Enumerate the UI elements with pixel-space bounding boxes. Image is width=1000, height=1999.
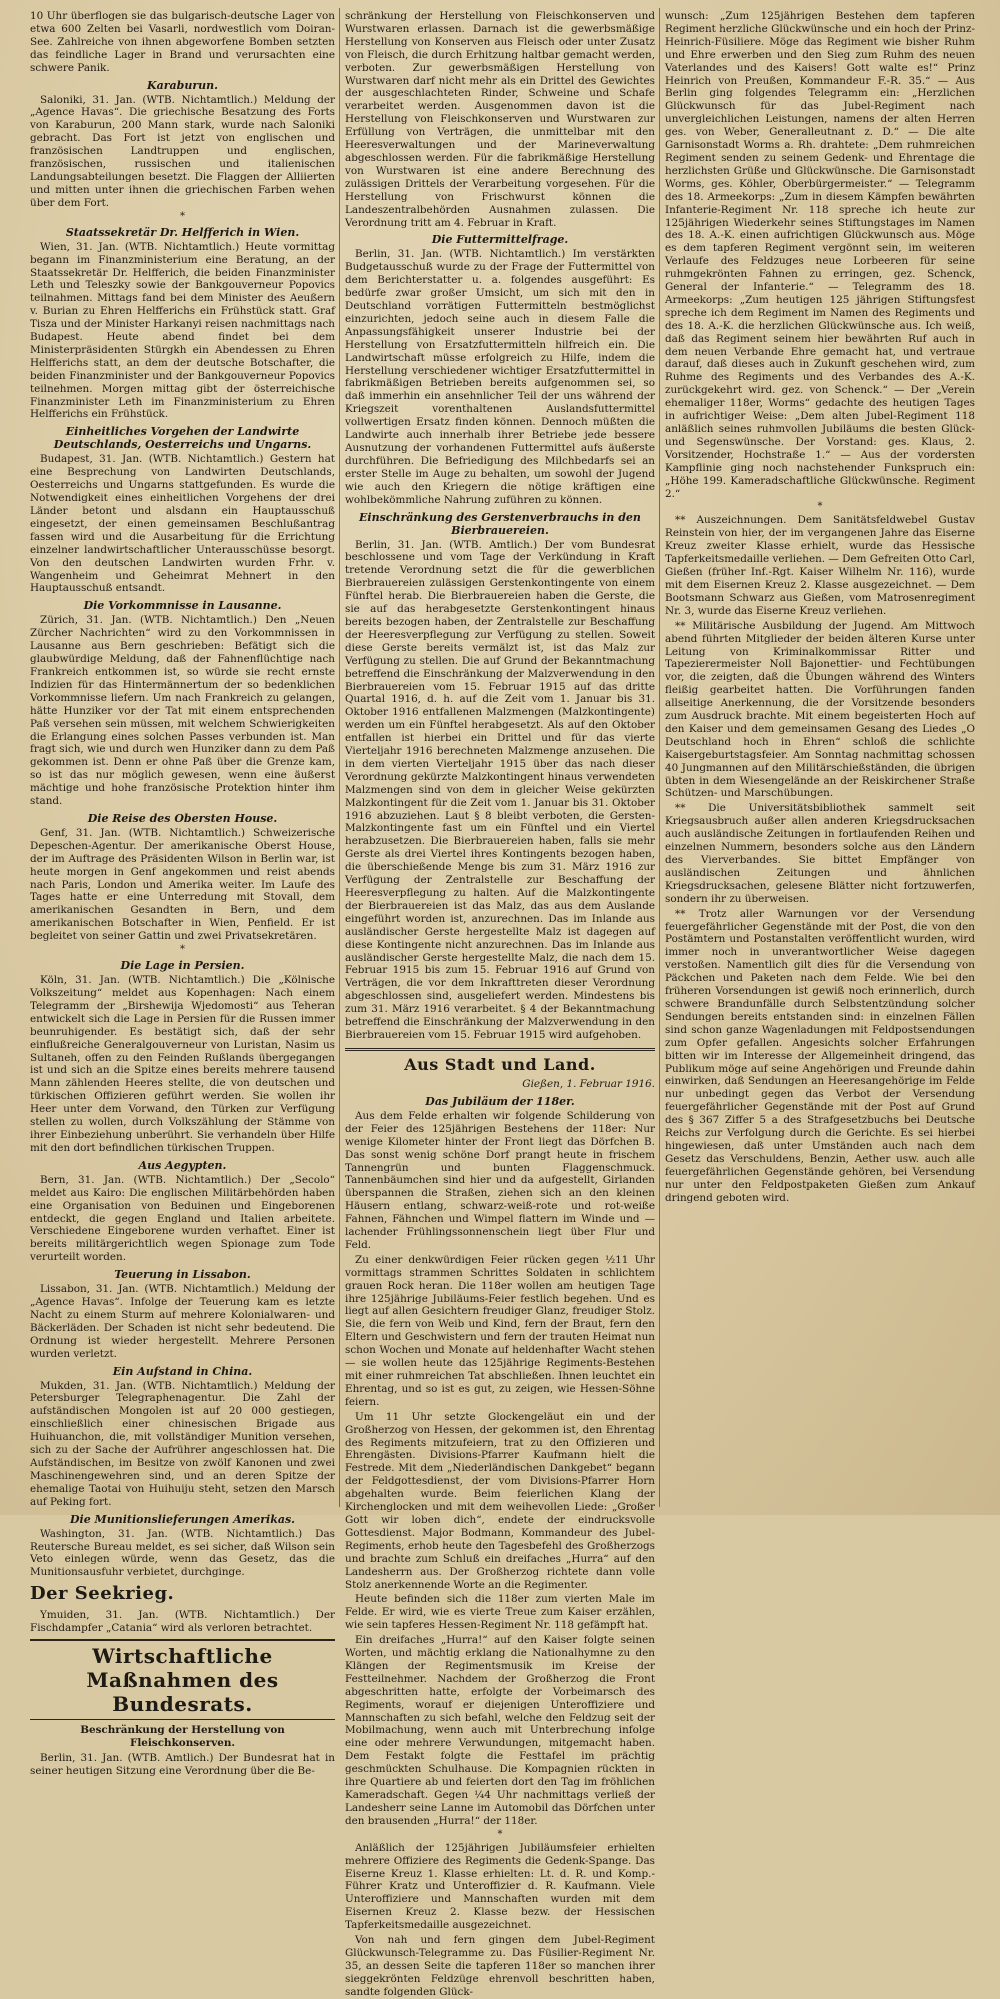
separator-star: * xyxy=(817,501,823,513)
article-headline: Die Futtermittelfrage. xyxy=(431,233,569,247)
dateline: Gießen, 1. Februar 1916. xyxy=(522,1077,655,1090)
article-text: 10 Uhr überflogen sie das bulgarisch-deutsche Lager von etwa 600 Zelten bei Vasarli, nordwestlich vom Doiran-See. Zahlreiche von ihnen abgeworfene Bomben setzten das feindliche Lager in Brand und verursachten eine schwere Panik. xyxy=(30,10,335,74)
article-headline: Ein Aufstand in China. xyxy=(112,1364,253,1378)
article-headline: Die Vorkommnisse in Lausanne. xyxy=(83,599,282,613)
article-text: Bern, 31. Jan. (WTB. Nichtamtlich.) Der „Secolo“ meldet aus Kairo: Die englischen Militärbehörden haben eine Organisation von Beduinen und Eingeborenen entdeckt, die gegen England und Italien arbeitete. Verschiedene Eingeborene wurden verhaftet. Einer ist bereits militärgerichtlich wegen Spionage zum Tode verurteilt worden. xyxy=(30,1173,335,1264)
article-text: Anläßlich der 125jährigen Jubiläumsfeier erhielten mehrere Offiziere des Regiments die Gedenk-Spange. Das Eiserne Kreuz 1. Klasse erhielten: Lt. d. R. und Komp.-Führer Kratz und Unteroffizier d. R. Kaufmann. Viele Unteroffiziere und Mannschaften wurden mit dem Eisernen Kreuz 2. Klasse bezw. der Hessischen Tapferkeitsmedaille ausgezeichnet. xyxy=(345,1841,655,1932)
article-headline: Karaburun. xyxy=(147,78,218,92)
section-headline: Der Seekrieg. xyxy=(30,1583,175,1605)
article-text: Heute befinden sich die 118er zum vierten Male im Felde. Er wird, wie es vierte Treue zum Kaiser erzählen, wie sein tapferes Hessen-Regiment Nr. 118 gefämpft hat. xyxy=(345,1593,655,1632)
article-text: Genf, 31. Jan. (WTB. Nichtamtlich.) Schweizerische Depeschen-Agentur. Der amerikanische Oberst House, der im Auftrage des Präsidenten Wilson in Berlin war, ist heute morgen in Genf angekommen und reist abends nach Paris, London und Amerika weiter. Im Laufe des Tages hatte er eine Unterredung mit Stovall, dem amerikanischen Gesandten in Bern, und dem amerikanischen Botschafter in Wien, Penfield. Er ist begleitet von seiner Gattin und zwei Privatsekretären. xyxy=(30,826,335,943)
article-text: Lissabon, 31. Jan. (WTB. Nichtamtlich.) Meldung der „Agence Havas“. Infolge der Teuerung kam es letzte Nacht zu einem Sturm auf mehrere Kolonialwaren- und Bäckerläden. Der Schaden ist nicht sehr bedeutend. Die Ordnung ist wieder hergestellt. Mehrere Personen wurden verletzt. xyxy=(30,1283,335,1360)
column-right xyxy=(665,10,975,1509)
article-text: wunsch: „Zum 125jährigen Bestehen dem tapferen Regiment herzliche Glückwünsche und ein hoch der Prinz-Heinrich-Füsiliere. Möge das Regiment wie bisher Ruhm und Ehre erwerben und den Sieg zum Ruhm des neuen Vaterlandes und des Kaisers! Gott walte es!“ Prinz Heinrich von Preußen, Kommandeur F.-R. 35.“ — Aus Berlin ging folgendes Telegramm ein: „Herzlichen Glückwunsch für das Jubel-Regiment nach unvergleichlichen Leistungen, namens der alten Herren ges. von Weber, Generalleutnant z. D.“ — Die alte Garnisonstadt Worms a. Rh. drahtete: „Dem ruhmreichen Regiment senden zu seinem Gedenk- und Ehrentage die herzlichsten Grüße und Glückwünsche. Die Garnisonstadt Worms, ges. Köhler, Oberbürgermeister.“ — Telegramm des 18. Armeekorps: „Zum in diesem Kämpfen bewährten Infanterie-Regiment Nr. 118 spreche ich heute zur 125jährigen Wiederkehr seines Stiftungstages im Namen des 18. A.-K. einen aufrichtigen Glückwunsch aus. Möge es dem tapferen Regiment vergönnt sein, im weiteren Verlaufe des Feldzuges neue Lorbeeren für seine ruhmgekrönten Fahnen zu erringen, gez. Schenck, General der Infanterie.“ — Telegramm des 18. Armeekorps: „Zum heutigen 125 jährigen Stiftungsfest spreche ich dem Regiment im Namen des Regiments und des 18. A.-K. die herzlichen Glückwünsche aus. Ich weiß, daß das Regiment seinem hier bewährten Ruf auch in dem neuen Verbande Ehre gemacht hat, und vertraue darauf, daß dieses auch in Zukunft geschehen wird, zum Ruhme des Regiments und des Verbandes des A.-K. zurückgekehrt wird. gez. von Schenck.“ — Der „Verein ehemaliger 118er, Worms“ gedachte des heutigen Tages in aufrichtiger Weise: „Dem alten Jubel-Regiment 118 anläßlich seines ruhmvollen Jubiläums die besten Glück- und Segenswünsche. Der Vorstand: ges. Klaus, 2. Vorsitzender, Hochstraße 1.“ — Aus der vordersten Kampflinie ging noch nachstehender Funkspruch ein: „Höhe 199. Kameradschaftliche Glückwünsche. Regiment 2.“ xyxy=(665,10,975,500)
article-text: Saloniki, 31. Jan. (WTB. Nichtamtlich.) Meldung der „Agence Havas“. Die griechische Besatzung des Forts von Karaburun, 200 Mann stark, wurde nach Saloniki gebracht. Das Fort ist jetzt von englischen und französischen Landtruppen und englischen, französischen, russischen und italienischen Landungsabteilungen besetzt. Die Flaggen der Alliierten und mitten unter ihnen die griechischen Farben wehen über dem Fort. xyxy=(30,93,335,209)
article-text: ** Militärische Ausbildung der Jugend. Am Mittwoch abend führten Mitglieder der beiden älteren Kurse unter Leitung von Kriminalkommissar Ritter und Tapezierermeister Noll Bajonettier- und Fechtübungen vor, die zeigten, daß die Übungen während des Winters fleißig gearbeitet hatten. Die Vorführungen fanden allseitige Anerkennung, die der Vorsitzende besonders zum Ausdruck brachte. Mit einem begeisterten Hoch auf den Kaiser und dem gemeinsamen Gesang des Liedes „O Deutschland hoch in Ehren“ schloß die schlichte Kaisergeburtstagsfeier. Am Sonntag nachmittag schossen 40 Jungmannen auf den Militärschießständen, die übrigen übten in dem Wiesengelände an der Reiskirchener Straße Schützen- und Marschübungen. xyxy=(665,619,975,800)
article-text: Von nah und fern gingen dem Jubel-Regiment Glückwunsch-Telegramme zu. Das Füsilier-Regiment Nr. 35, an dessen Seite die tapferen 118er so manchen ihrer sieggekrönten Feldzüge ehrenvoll beschritten haben, sandte folgenden Glück- xyxy=(345,1934,655,1998)
section-headline: Wirtschaftliche Maßnahmen des Bundesrats. xyxy=(30,1639,335,1720)
article-subheadline: Beschränkung der Herstellung von Fleischkonserven. xyxy=(80,1724,285,1750)
article-headline: Einschränkung des Gerstenverbrauchs in den Bierbrauereien. xyxy=(359,510,641,537)
column-middle xyxy=(345,10,655,1998)
article-text: Köln, 31. Jan. (WTB. Nichtamtlich.) Die „Kölnische Volkszeitung“ meldet aus Kopenhagen: Nach einem Telegramm der „Birshewija Wjedomosti“ aus Teheran entwickelt sich die Lage in Persien für die Russen immer beunruhigender. Es bestätigt sich, daß der sehr einflußreiche Generalgouverneur von Luristan, Nasim us Sultaneh, offen zu den Feinden Rußlands übergegangen ist und sich an die Spitze eines bereits mehrere tausend Mann zählenden Heeres stellte, die von deutschen und türkischen Offizieren geführt werden. Sie wollen ihr Heer unter dem Vorwand, den Türken zur Verfügung stellen zu wollen, durch Volkszählung der Stämme von ihrer Einbeziehung unberührt. Sie verhandeln über Hilfe mit den dort befindlichen türkischen Truppen. xyxy=(30,974,335,1154)
article-text: Berlin, 31. Jan. (WTB. Amtlich.) Der Bundesrat hat in seiner heutigen Sitzung eine Verordnung über die Be- xyxy=(30,1752,335,1777)
article-text: Ein dreifaches „Hurra!“ auf den Kaiser folgte seinen Worten, und mächtig erklang die Nationalhymne zu den Klängen der Regimentsmusik im Kreise der Festteilnehmer. Nachdem der Großherzog die Front abgeschritten hatte, erfolgte der Vorbeimarsch des Regiments, worauf er diejenigen Unteroffiziere und Mannschaften zu sich befahl, welche den Feldzug seit der Mobilmachung, wenn auch mit Unterbrechung infolge eine oder mehrere Verwundungen, mitgemacht haben. Dem Festakt folgte die Festtafel im prächtig geschmückten Schulhause. Die Kompagnien rückten in ihre Quartiere ab und feierten dort den Tag im fröhlichen Kameradschaft. Gegen ¼4 Uhr nachmittags verließ der Landesherr seine Lanne im Automobil das Dörfchen unter den brausenden „Hurra!“ der 118er. xyxy=(345,1634,655,1827)
column-rule xyxy=(339,8,340,1507)
article-text: ** Die Universitätsbibliothek sammelt seit Kriegsausbruch außer allen anderen Kriegsdrucksachen auch ausländische Zeitungen in fortlaufenden Reihen und einzelnen Nummern, besonders solche aus den Ländern des Vierverbandes. Sie bittet Empfänger von ausländischen Zeitungen und ähnlichen Kriegsdrucksachen, gelesene Blätter nicht fortzuwerfen, sondern ihr zu überweisen. xyxy=(665,802,975,905)
article-text: Ymuiden, 31. Jan. (WTB. Nichtamtlich.) Der Fischdampfer „Catania“ wird als verloren betrachtet. xyxy=(30,1609,335,1635)
column-rule xyxy=(659,8,660,1507)
article-headline: Staatssekretär Dr. Helfferich in Wien. xyxy=(65,225,300,239)
article-text: Um 11 Uhr setzte Glockengeläut ein und der Großherzog von Hessen, der gekommen ist, den Ehrentag des Regiments mitzufeiern, trat zu den Offizieren und Ehrengästen. Divisions-Pfarrer Kaufmann hielt die Festrede. Mit dem „Niederländischen Dankgebet“ begann der Feldgottesdienst, der vom Divisions-Pfarrer Horn abgehalten wurde. Beim feierlichen Klang der Kirchenglocken und mit dem weihevollen Liede: „Großer Gott wir loben dich“, endete der eindrucksvolle Gottesdienst. Major Bodmann, Kommandeur des Jubel-Regiments, erhob heute den Tagesbefehl des Großherzogs und brachte zum Schluß ein dreifaches „Hurra“ auf den Landesherrn aus. Der Großherzog richtete dann volle Stolz anerkennende Worte an die Regimenter. xyxy=(345,1410,655,1591)
article-text: ** Auszeichnungen. Dem Sanitätsfeldwebel Gustav Reinstein von hier, der im vergangenen Jahre das Eiserne Kreuz zweiter Klasse erhielt, wurde das Hessische Tapferkeitsmedaille verliehen. — Dem Gefreiten Otto Carl, Gießen (früher Inf.-Rgt. Kaiser Wilhelm Nr. 116), wurde mit dem Eisernen Kreuz 2. Klasse ausgezeichnet. — Dem Bootsmann Schwarz aus Gießen, vom Matrosenregiment Nr. 3, wurde das Eiserne Kreuz verliehen. xyxy=(665,514,975,617)
article-text: Zu einer denkwürdigen Feier rücken gegen ½11 Uhr vormittags strammen Schrittes Soldaten in schlichtem grauen Rock heran. Die 118er wollen am heutigen Tage ihre 125jährige Jubiläums-Feier festlich begehen. Und es liegt auf allen Gesichtern freudiger Glanz, freudiger Stolz. Sie, die fern von Weib und Kind, fern der Braut, fern den Eltern und Geschwistern und fern der trauten Heimat nun schon Wochen und Monate auf heldenhafter Wacht stehen — sie wollen heute das 125jährige Regiments-Bestehen mit einer ruhmreichen Tat abschließen. Ihnen leuchtet ein Ehrentag, und so ist es gut, zu zeigen, wie Hessen-Söhne feiern. xyxy=(345,1253,655,1408)
article-headline: Einheitliches Vorgehen der Landwirte Deutschlands, Oesterreichs und Ungarns. xyxy=(53,425,312,452)
article-text: Wien, 31. Jan. (WTB. Nichtamtlich.) Heute vormittag begann im Finanzministerium eine Beratung, an der Staatssekretär Dr. Helfferich, die beiden Finanzminister Leth und Teleszky sowie der Bankgouverneur Popovics teilnahmen. Mittags fand bei dem Minister des Aeußern v. Burian zu Ehren Helfferichs ein Frühstück statt. Graf Tisza und der Minister Harkanyi reisen nachmittags nach Budapest. Heute abend findet bei dem Ministerpräsidenten Stürgkh ein Abendessen zu Ehren Helfferichs statt, an dem der deutsche Botschafter, die beiden Finanzminister und der Bankgouverneur Popovics teilnehmen. Morgen mittag gibt der österreichische Finanzminister Leth im Finanzministerium zu Ehren Helfferichs ein Frühstück. xyxy=(30,240,335,421)
article-headline: Das Jubiläum der 118er. xyxy=(425,1094,575,1108)
column-left xyxy=(30,10,335,1777)
article-text: Berlin, 31. Jan. (WTB. Nichtamtlich.) Im verstärkten Budgetausschuß wurde zu der Frage der Futtermittel von dem Berichterstatter u. a. folgendes ausgeführt: Es bedürfe zwar großer Umsicht, um sich mit den in Deutschland vorrätigen Futtermitteln bestmöglichst einzurichten, jedoch seine auch in diesem Falle die Anpassungsfähigkeit unserer Industrie bei der Herstellung von Ersatzfuttermitteln hilfreich ein. Die Landwirtschaft müsse erfolgreich zu Hilfe, indem die Herstellung verschiedener wichtiger Ersatzfuttermittel in fabrikmäßigen Betrieben bereits aufgenommen sei, so daß immerhin ein ansehnlicher Teil der uns während der Kriegszeit vorenthaltenen Auslandsfuttermittel vollwertigen Ersatz finden können. Dennoch müßten die Landwirte auch innerhalb ihrer Betriebe jede bessere Ausnutzung der vorhandenen Futtermittel aufs äußerste durchführen. Die Befriedigung des Milchbedarfs sei an erster Stelle im Auge zu behalten, um sowohl der Jugend wie auch den Kriegern die nötige kräftigen eine wohlbekömmliche Nahrung zuführen zu können. xyxy=(345,248,655,506)
article-headline: Teuerung in Lissabon. xyxy=(114,1268,251,1282)
separator-star: * xyxy=(180,210,185,222)
article-text: schränkung der Herstellung von Fleischkonserven und Wurstwaren erlassen. Darnach ist die gewerbsmäßige Herstellung von Konserven aus Fleisch oder unter Zusatz von Fleisch, die durch Erhitzung haltbar gemacht werden, verboten. Zur gewerbsmäßigen Herstellung von Wurstwaren darf nicht mehr als ein Drittel des Gewichtes der ausgeschlachteten Rinder, Schweine und Schafe verarbeitet werden. Ausgenommen davon ist die Herstellung von Fleischkonserven und Wurstwaren zur Erfüllung von Verträgen, die unmittelbar mit den Heeresverwaltungen und der Marineverwaltung abgeschlossen werden. Für die fabrikmäßige Herstellung von Wurstwaren ist eine andere Berechnung des zulässigen Drittels der Verarbeitung vorgesehen. Für die Herstellung von Frischwurst können die Landeszentralbehörden Ausnahmen zulassen. Die Verordnung tritt am 4. Februar in Kraft. xyxy=(345,10,655,229)
article-text: Aus dem Felde erhalten wir folgende Schilderung von der Feier des 125jährigen Bestehens der 118er: Nur wenige Kilometer hinter der Front liegt das Dörfchen B. Das sonst wenig schöne Dorf prangt heute in frischem Tannengrün und bunten Flaggenschmuck. Tannenbäumchen sind hier und da aufgestellt, Girlanden überspannen die Straßen, ziehen sich an den kleinen Häusern entlang, schwarz-weiß-rote und rot-weiße Fahnen, Fähnchen und Wimpel flattern im Winde und — lachender Frühlingssonnenschein liegt über Flur und Feld. xyxy=(345,1109,655,1251)
article-headline: Die Lage in Persien. xyxy=(120,959,245,973)
article-text: Budapest, 31. Jan. (WTB. Nichtamtlich.) Gestern hat eine Besprechung von Landwirten Deutschlands, Oesterreichs und Ungarns stattgefunden. Es wurde die Notwendigkeit eines einheitlichen Vorgehens der drei Länder betont und alsdann ein Hauptausschuß eingesetzt, der einen gemeinsamen Beschlußantrag fassen wird und die Ausarbeitung für die Errichtung einzelner landwirtschaftlicher Unterausschüsse besorgt. Von den deutschen Landwirten wurden Frhr. v. Wangenheim und Geheimrat Mehnert in den Hauptausschuß entsandt. xyxy=(30,453,335,595)
article-text: Washington, 31. Jan. (WTB. Nichtamtlich.) Das Reutersche Bureau meldet, es sei sicher, daß Wilson sein Veto einlegen würde, wenn das Gesetz, das die Munitionsausfuhr verbietet, durchginge. xyxy=(30,1527,335,1579)
section-headline: Aus Stadt und Land. xyxy=(345,1048,655,1074)
article-headline: Die Munitionslieferungen Amerikas. xyxy=(70,1512,295,1526)
article-headline: Aus Aegypten. xyxy=(138,1158,227,1172)
separator-star: * xyxy=(180,944,185,956)
article-text: Mukden, 31. Jan. (WTB. Nichtamtlich.) Meldung der Petersburger Telegraphenagentur. Die Zahl der aufständischen Mongolen ist auf 20 000 gestiegen, einschließlich einer chinesischen Brigade aus Huihuanchon, die, mit vollständiger Munition versehen, sich zu der Sache der Aufrührer angeschlossen hat. Die Aufständischen, im Besitze von zwölf Kanonen und zwei Maschinengewehren sind, und an deren Spitze der ehemalige Taotai von Huihuiju steht, setzen den Marsch auf Peking fort. xyxy=(30,1379,335,1508)
separator-star: * xyxy=(497,1828,503,1840)
article-text: ** Trotz aller Warnungen vor der Versendung feuergefährlicher Gegenstände mit der Post, die von den Postämtern und Postanstalten veröffentlicht wurden, wird immer noch in unverantwortlicher Weise dagegen verstoßen. Namentlich gilt dies für die Versendung von Päckchen und Paketen nach dem Felde. Wie bei den früheren Vorsendungen ist gewiß noch erinnerlich, durch schwere Brandunfälle durch Selbstentzündung solcher Sendungen bereits entstanden sind: in einzelnen Fällen sind schon ganze Wagenladungen mit Feldpostsendungen zum Opfer gefallen. Angesichts solcher Erfahrungen bitten wir im Interesse der Allgemeinheit dringend, das Publikum möge auf seine Angehörigen und Freunde dahin einwirken, daß Sendungen an Heeresangehörige im Felde nur unbedingt gegen das Verbot der Versendung feuergefährlicher Gegenstände mit der Post auf Grund des § 367 Ziffer 5 a des Strafgesetzbuchs bei Deutsche Reichs zur Verfolgung durch die Gerichte. Es sei hierbei hingewiesen, daß unter Umständen auch nach dem Gesetz das Verschuldens, Benzin, Aether usw. auch alle feuergefährlichen Gegenstände gehören, bei Versendung nur unter den Feldpostpaketen Gießen zum Ankauf dringend geboten wird. xyxy=(665,907,975,1204)
article-text: Zürich, 31. Jan. (WTB. Nichtamtlich.) Den „Neuen Zürcher Nachrichten“ wird zu den Vorkommnissen in Lausanne aus Bern geschrieben: Befätigt sich die glaubwürdige Meldung, daß der Fahnenflüchtige nach Frankreich entkommen ist, so würde sie recht ernste Indizien für das Hintermännertum der so bedenklichen Vorkommnisse liefern. Um nach Frankreich zu gelangen, hätte Hunziker vor der Tat mit einem entsprechenden Paß versehen sein müssen, mit welchem Schwierigkeiten die Erlangung eines solchen Passes verbunden ist. Man fragt sich, wie und durch wen Hunziker dann zu dem Paß gekommen ist. Denn er ohne Paß über die Grenze kam, so ist das nur möglich gewesen, wenn eine äußerst mächtige und hohe französische Protektion hinter ihm stand. xyxy=(30,614,335,808)
article-headline: Die Reise des Obersten House. xyxy=(87,811,278,825)
article-text: Berlin, 31. Jan. (WTB. Amtlich.) Der vom Bundesrat beschlossene und vom Tage der Verkündung in Kraft tretende Verordnung setzt die für die gewerblichen Bierbrauereien zulässigen Gerstenkontingente von einem Fünftel herab. Die Bierbrauereien haben die Gerste, die sie auf das herabgesetzte Gerstenkontingent hinaus bereits bezogen haben, der Zentralstelle zur Beschaffung der Heeresverpflegung zur Verfügung zu stellen. Soweit diese Gerste bereits vermälzt ist, ist das Malz zur Verfügung zu stellen. Die auf Grund der Bekanntmachung betreffend die Einschränkung der Malzverwendung in den Bierbrauereien vom 15. Februar 1915 auf das dritte Quartal 1916, d. h. auf die Zeit vom 1. Januar bis 31. Oktober 1916 entfallenen Malzmengen (Malzkontingente) werden um ein Fünftel herabgesetzt. Als auf den Oktober entfallen ist hierbei ein Drittel und für das vierte Vierteljahr 1916 berechneten Malzmenge anzusehen. Die in dem vierten Vierteljahr 1915 über das nach dieser Verordnung gekürzte Malzkontingent hinaus verwendeten Malzmengen sind von dem in gleicher Weise gekürzten Malzkontingent für die Zeit vom 1. Januar bis 31. Oktober 1916 abzuziehen. Laut § 8 bleibt verboten, die Gersten-Malzkontingente fast um ein Fünftel und ein Viertel herabzusetzen. Die Bierbrauereien haben, falls sie mehr Gerste als drei Viertel ihres Kontingents bezogen haben, die überschießende Menge bis zum 31. März 1916 zur Verfügung der Zentralstelle zur Beschaffung der Heeresverpflegung zu halten. Auf die Malzkontingente der Bierbrauereien ist das Malz, das aus dem Auslande eingeführt worden ist, anzurechnen. Das im Inlande aus ausländischer Gerste hergestellte Malz ist dagegen auf diese Kontingente nicht anzurechnen. Das im Inlande aus ausländischer Gerste hergestellte Malz, die nach dem 15. Februar 1915 bis zum 15. Februar 1916 auf Grund von Verträgen, die vor dem Inkrafttreten dieser Verordnung abgeschlossen sind, ausgeliefert werden. Mindestens bis zum 31. März 1916 verarbeitet. § 4 der Bekanntmachung betreffend die Einschränkung der Malzverwendung in den Bierbrauereien vom 15. Februar 1915 wird aufgehoben. xyxy=(345,538,655,1041)
